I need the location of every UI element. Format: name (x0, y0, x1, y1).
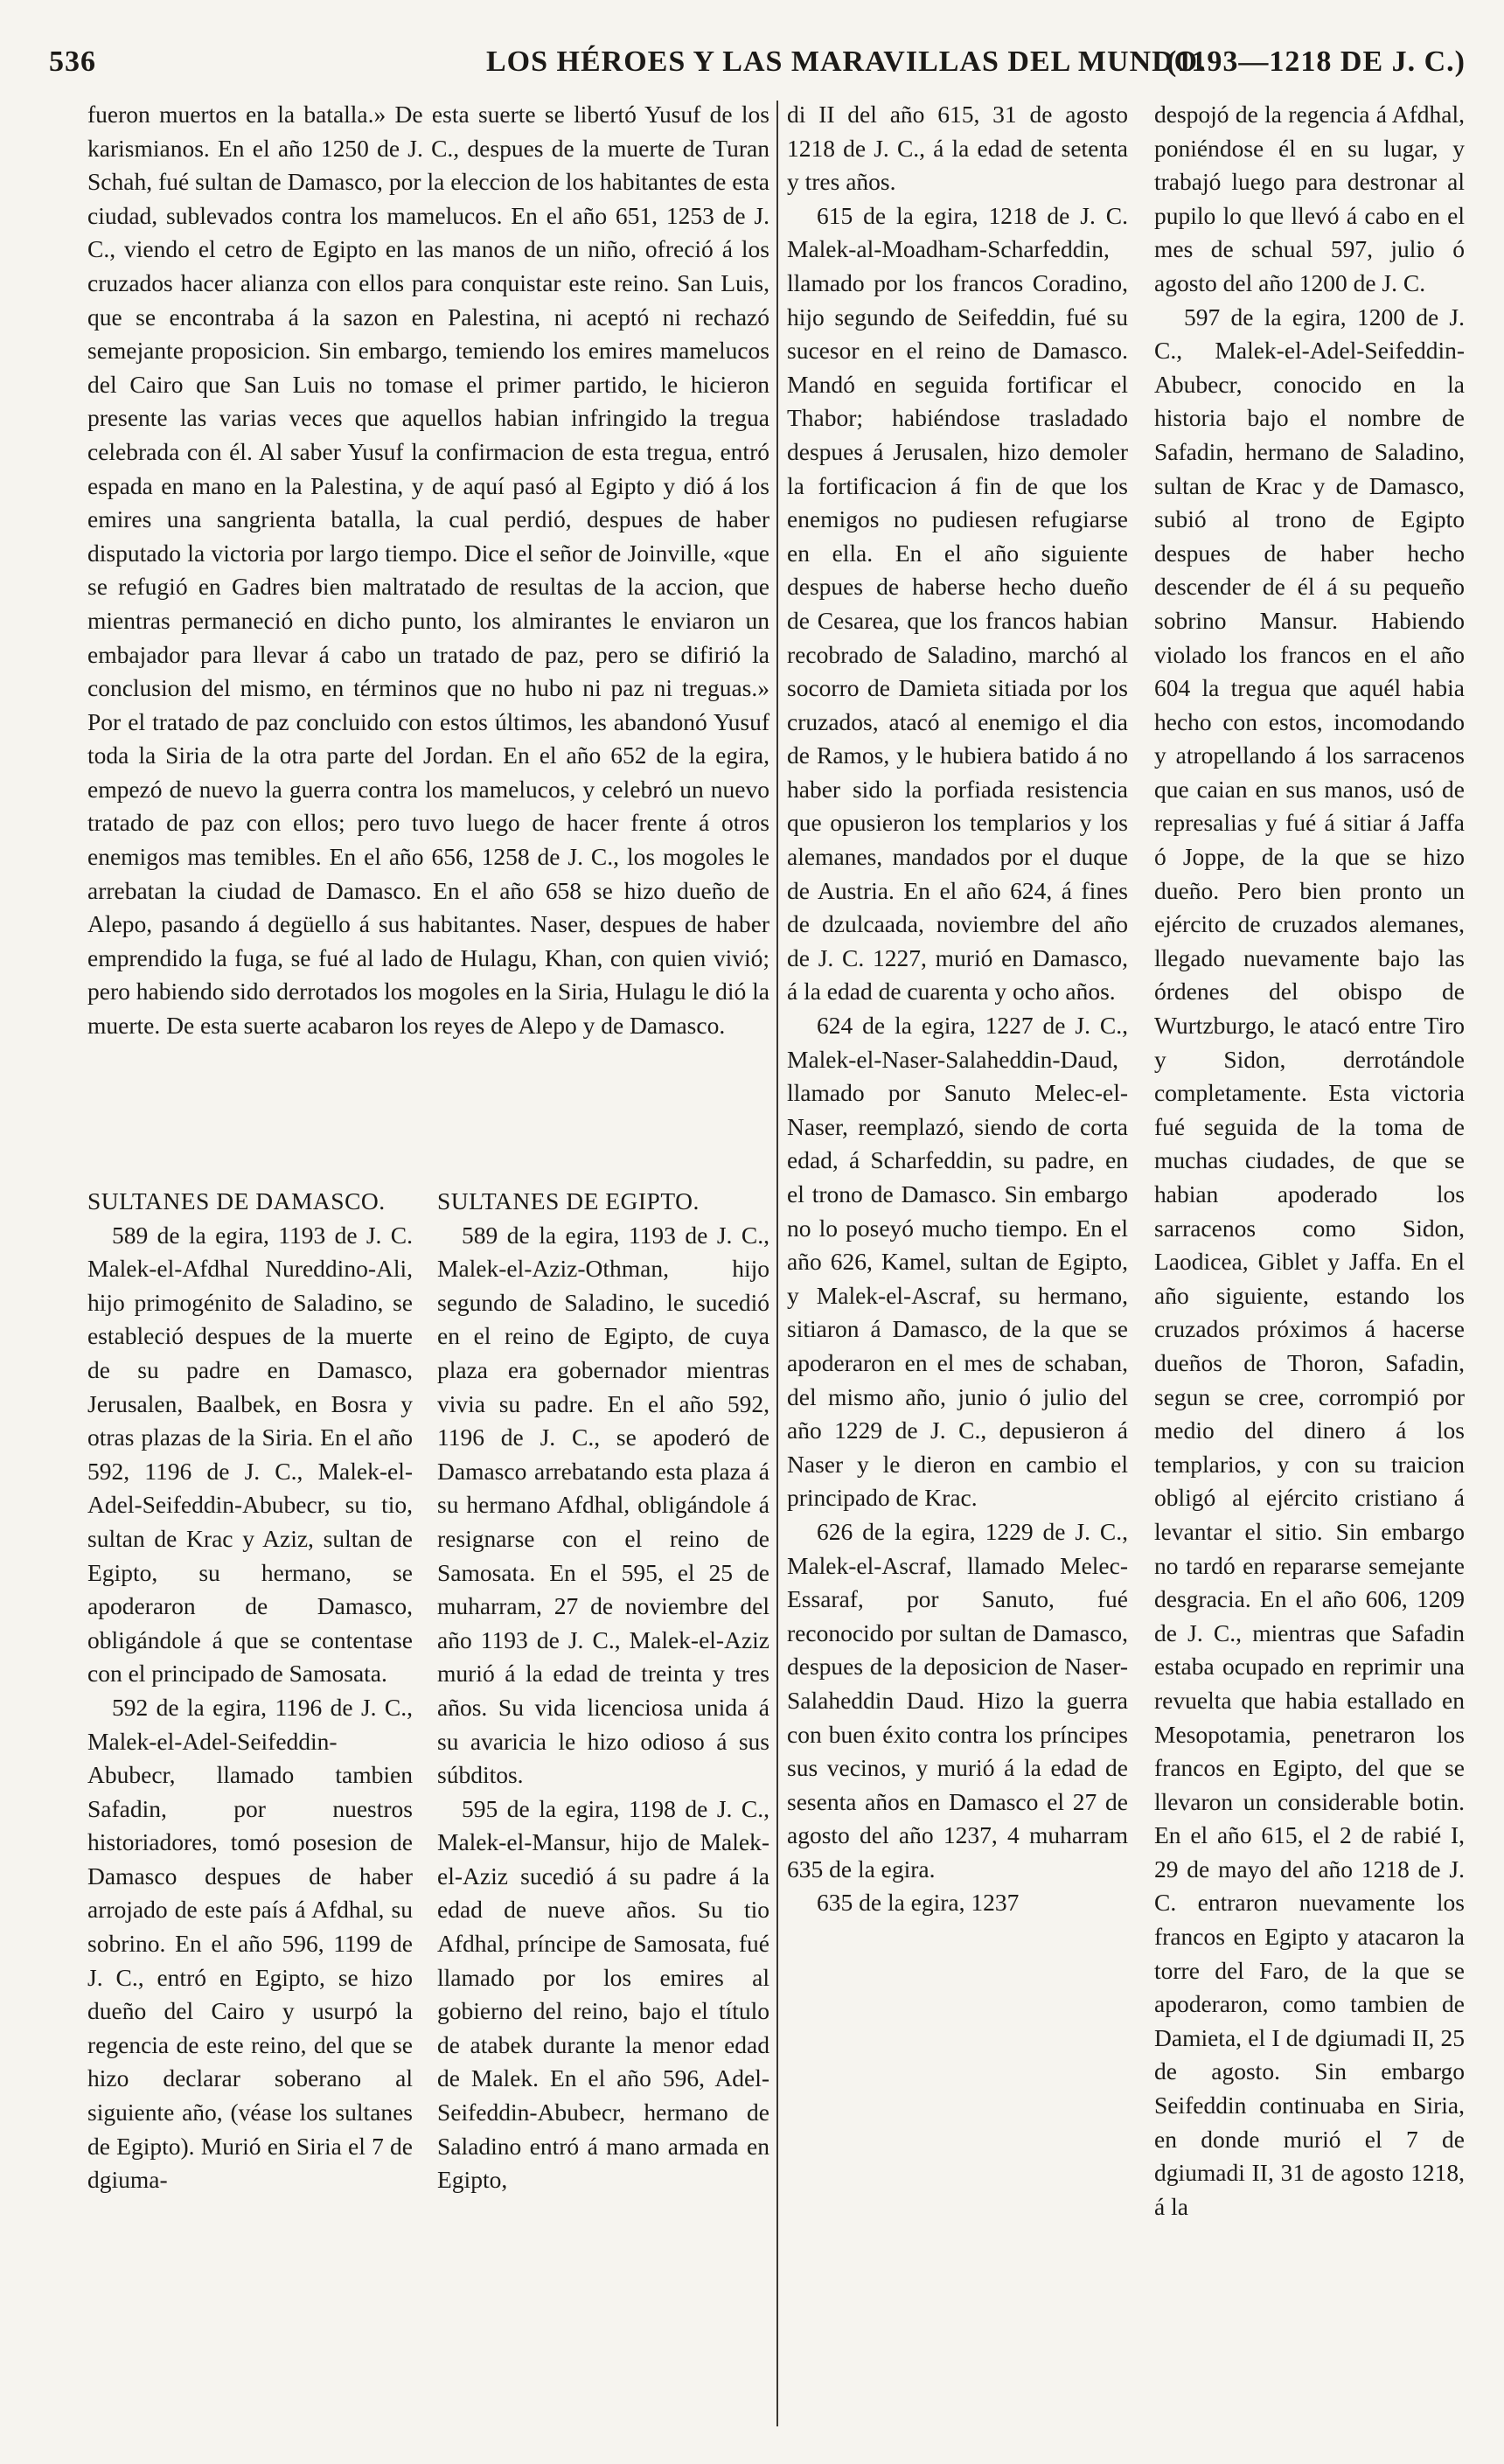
running-title: LOS HÉROES Y LAS MARAVILLAS DEL MUNDO. (486, 45, 1207, 78)
paragraph: despojó de la regencia á Afdhal, poniéndose él en su lugar, y trabajó luego para destronar al pupilo lo que llevó á cabo en el mes de schual 597, julio ó agosto del año 1200 de J. C. (1154, 101, 1465, 296)
date-range: (1193—1218 DE J. C.) (1166, 45, 1466, 78)
paragraph: di II del año 615, 31 de agosto 1218 de J. C., á la edad de setenta y tres años. (787, 101, 1128, 196)
paragraph: 626 de la egira, 1229 de J. C., Malek-el-Ascraf, llamado Melec-Essaraf, por Sanuto, fué reconocido por sultan de Damasco, despues de la deposicion de Naser-Salaheddin Daud. Hizo la guerra con buen éxito contra los príncipes sus vecinos, y murió á la edad de sesenta años en Damasco el 27 de agosto del año 1237, 4 muharram 635 de la egira. (787, 1517, 1128, 1883)
section-heading: SULTANES DE EGIPTO. (437, 1187, 700, 1215)
paragraph: 615 de la egira, 1218 de J. C. Malek-al-Moadham-Scharfeddin, llamado por los francos Coradino, hijo segundo de Seifeddin, fué su sucesor en el reino de Damasco. Mandó en seguida fortificar el Thabor; habiéndose trasladado despues á Jerusalen, hizo demoler la fortificacion á fin de que los enemigos no pudiesen refugiarse en ella. En el año siguiente despues de haberse hecho dueño de Cesarea, que los francos habian recobrado de Saladino, marchó al socorro de Damieta sitiada por los cruzados, atacó al enemigo el dia de Ramos, y le hubiera batido á no haber sido la porfiada resistencia que opusieron los templarios y los alemanes, mandados por el duque de Austria. En el año 624, á fines de dzulcaada, noviembre del año de J. C. 1227, murió en Damasco, á la edad de cuarenta y ocho años. (787, 201, 1128, 1006)
paragraph: 597 de la egira, 1200 de J. C., Malek-el-Adel-Seifeddin-Abubecr, conocido en la historia bajo el nombre de Safadin, hermano de Saladino, sultan de Krac y de Damasco, subió al trono de Egipto despues de haber hecho descender de él á su pequeño sobrino Mansur. Habiendo violado los francos en el año 604 la tregua que aquél habia hecho con estos, incomodando y atropellando á los sarracenos que caian en sus manos, usó de represalias y fué á sitiar á Jaffa ó Joppe, de la que se hizo dueño. Pero bien pronto un ejército de cruzados alemanes, llegado nuevamente bajo las órdenes del obispo de Wurtzburgo, le atacó entre Tiro y Sidon, derrotándole completamente. Esta victoria fué seguida de la toma de muchas ciudades, de que se habian apoderado los sarracenos como Sidon, Laodicea, Giblet y Jaffa. En el año siguiente, estando los cruzados próximos á hacerse dueños de Thoron, Safadin, segun se cree, corrompió por medio del dinero á los templarios, y con su traicion obligó al ejército cristiano á levantar el sitio. Sin embargo no tardó en repararse semejante desgracia. En el año 606, 1209 de J. C., mientras que Safadin estaba ocupado en reprimir una revuelta que habia estallado en Mesopotamia, penetraron los francos en Egipto, del que se llevaron un considerable botin. En el año 615, el 2 de rabié I, 29 de mayo del año 1218 de J. C. entraron nuevamente los francos en Egipto y atacaron la torre del Faro, de la que se apoderaron, como tambien de Damieta, el I de dgiumadi II, 25 de agosto. Sin embargo Seifeddin continuaba en Siria, en donde murió el 7 de dgiumadi II, 31 de agosto 1218, á la (1154, 303, 1465, 2220)
section-heading: SULTANES DE DAMASCO. (87, 1187, 386, 1215)
sultanes-egipto-section (437, 1185, 769, 2197)
paragraph: 595 de la egira, 1198 de J. C., Malek-el-Mansur, hijo de Malek-el-Aziz sucedió á su padre á la edad de nueve años. Su tio Afdhal, príncipe de Samosata, fué llamado por los emires al gobierno del reino, bajo el título de atabek durante la menor edad de Malek. En el año 596, Adel-Seifeddin-Abubecr, hermano de Saladino entró á mano armada en Egipto, (437, 1794, 769, 2194)
paragraph: 589 de la egira, 1193 de J. C., Malek-el-Aziz-Othman, hijo segundo de Saladino, le sucedió en el reino de Egipto, de cuya plaza era gobernador mientras vivia su padre. En el año 592, 1196 de J. C., se apoderó de Damasco arrebatando esta plaza á su hermano Afdhal, obligándole á resignarse con el reino de Samosata. En el 595, el 25 de muharram, 27 de noviembre del año 1193 de J. C., Malek-el-Aziz murió á la edad de treinta y tres años. Su vida licenciosa unida á su avaricia le hizo odioso á sus súbditos. (437, 1221, 769, 1789)
paragraph: 635 de la egira, 1237 (817, 1889, 1020, 1917)
paragraph: 624 de la egira, 1227 de J. C., Malek-el-Naser-Salaheddin-Daud, llamado por Sanuto Melec-el-Naser, reemplazó, siendo de corta edad, á Scharfeddin, su padre, en el trono de Damasco. Sin embargo no lo poseyó mucho tiempo. En el año 626, Kamel, sultan de Egipto, y Malek-el-Ascraf, su hermano, sitiaron á Damasco, de la que se apoderaron en el mes de schaban, del mismo año, junio ó julio del año 1229 de J. C., depusieron á Naser y le dieron en cambio el principado de Krac. (787, 1012, 1128, 1512)
column-left (87, 98, 769, 1043)
sultanes-damasco-section (87, 1185, 413, 2197)
paragraph: 589 de la egira, 1193 de J. C. Malek-el-Afdhal Nureddino-Ali, hijo primogénito de Saladino, se estableció despues de la muerte de su padre en Damasco, Jerusalen, Baalbek, en Bosra y otras plazas de la Siria. En el año 592, 1196 de J. C., Malek-el-Adel-Seifeddin-Abubecr, su tio, sultan de Krac y Aziz, sultan de Egipto, su hermano, se apoderaron de Damasco, obligándole á que se contentase con el principado de Samosata. (87, 1221, 413, 1688)
sultan-lists (87, 1185, 769, 2426)
paragraph: fueron muertos en la batalla.» De esta suerte se libertó Yusuf de los karismianos. En el año 1250 de J. C., despues de la muerte de Turan Schah, fué sultan de Damasco, por la eleccion de los habitantes de esta ciudad, sublevados contra los mamelucos. En el año 651, 1253 de J. C., viendo el cetro de Egipto en las manos de un niño, ofreció á los cruzados hacer alianza con ellos para conquistar este reino. San Luis, que se encontraba á la sazon en Palestina, ni aceptó ni rechazó semejante proposicion. Sin embargo, temiendo los emires mamelucos del Cairo que San Luis no tomase el primer partido, le hicieron presente las varias veces que aquellos habian infringido la tregua celebrada con él. Al saber Yusuf la confirmacion de esta tregua, entró espada en mano en la Palestina, y de aquí pasó al Egipto y dió á los emires una sangrienta batalla, la cual perdió, despues de haber disputado la victoria por largo tiempo. Dice el señor de Joinville, «que se refugió en Gadres bien maltratado de resultas de la accion, que mientras permaneció en dicho punto, los almirantes le enviaron un embajador para llevar á cabo un tratado de paz, pero se difirió la conclusion del mismo, en términos que no hubo ni paz ni treguas.» Por el tratado de paz concluido con estos últimos, les abandonó Yusuf toda la Siria de la otra parte del Jordan. En el año 652 de la egira, empezó de nuevo la guerra contra los mamelucos, y celebró un nuevo tratado de paz con ellos; pero tuvo luego de hacer frente á otros enemigos mas temibles. En el año 656, 1258 de J. C., los mogoles le arrebatan la ciudad de Damasco. En el año 658 se hizo dueño de Alepo, pasando á degüello á sus habitantes. Naser, despues de haber emprendido la fuga, se fué al lado de Hulagu, Khan, con quien vivió; pero habiendo sido derrotados los mogoles en la Siria, Hulagu le dió la muerte. De esta suerte acabaron los reyes de Alepo y de Damasco. (87, 101, 769, 1040)
column-divider (776, 101, 778, 2426)
page-header (49, 45, 1466, 89)
paragraph: 592 de la egira, 1196 de J. C., Malek-el-Adel-Seifeddin-Abubecr, llamado tambien Safadin, por nuestros historiadores, tomó posesion de Damasco despues de haber arrojado de este país á Afdhal, su sobrino. En el año 596, 1199 de J. C., entró en Egipto, se hizo dueño del Cairo y usurpó la regencia de este reino, del que se hizo declarar soberano al siguiente año, (véase los sultanes de Egipto). Murió en Siria el 7 de dgiuma- (87, 1693, 413, 2194)
column-right (1154, 98, 1465, 2224)
column-middle (787, 98, 1128, 1920)
page-number: 536 (49, 45, 96, 78)
